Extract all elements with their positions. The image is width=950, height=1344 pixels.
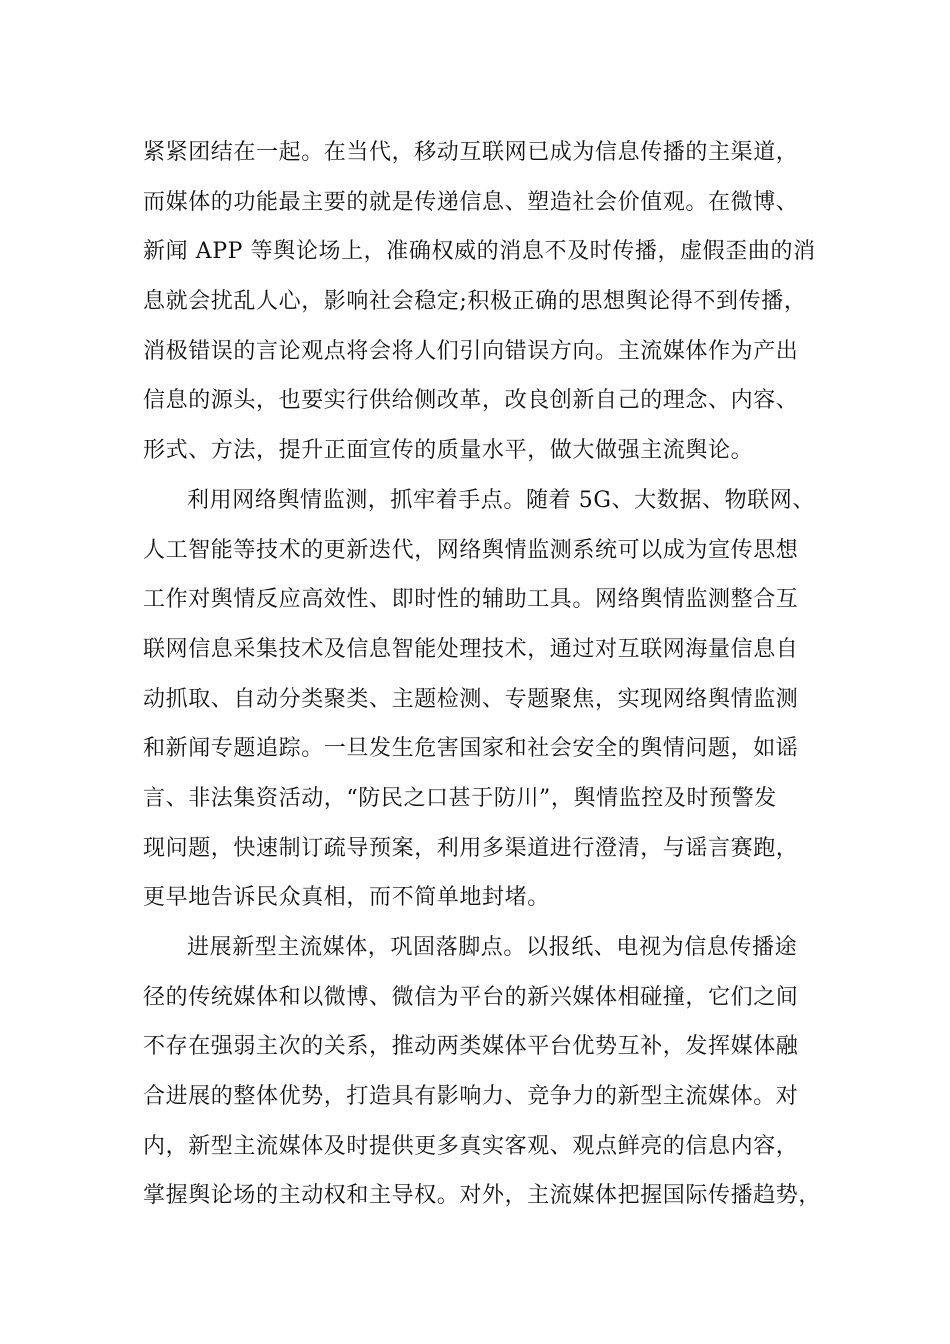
text-line: 信息的源头，也要实行供给侧改革，改良创新自己的理念、内容、 bbox=[143, 388, 799, 414]
text-line: 而媒体的功能最主要的就是传递信息、塑造社会价值观。在微博、 bbox=[143, 189, 799, 215]
text-line: 和新闻专题追踪。一旦发生危害国家和社会安全的舆情问题，如谣 bbox=[143, 736, 799, 762]
text-line: 更早地告诉民众真相，而不简单地封堵。 bbox=[143, 885, 550, 911]
text-line: 掌握舆论场的主动权和主导权。对外，主流媒体把握国际传播趋势， bbox=[143, 1183, 822, 1209]
text-line: 消极错误的言论观点将会将人们引向错误方向。主流媒体作为产出 bbox=[143, 338, 799, 364]
paragraph-first-line: 进展新型主流媒体，巩固落脚点。以报纸、电视为信息传播途 bbox=[187, 935, 798, 960]
text-line: 新闻 APP 等舆论场上，准确权威的消息不及时传播，虚假歪曲的消 bbox=[143, 239, 816, 265]
text-line: 径的传统媒体和以微博、微信为平台的新兴媒体相碰撞，它们之间 bbox=[143, 984, 799, 1010]
paragraph-first-line: 利用网络舆情监测，抓牢着手点。随着 5G、大数据、物联网、 bbox=[187, 487, 815, 513]
text-line: 现问题，快速制订疏导预案，利用多渠道进行澄清，与谣言赛跑， bbox=[143, 835, 799, 861]
text-line: 不存在强弱主次的关系，推动两类媒体平台优势互补，发挥媒体融 bbox=[143, 1034, 799, 1060]
text-line: 合进展的整体优势，打造具有影响力、竞争力的新型主流媒体。对 bbox=[143, 1084, 799, 1110]
text-line: 紧紧团结在一起。在当代，移动互联网已成为信息传播的主渠道， bbox=[143, 140, 799, 165]
text-line: 言、非法集资活动，“防民之口甚于防川”，舆情监控及时预警发 bbox=[143, 785, 777, 811]
text-line: 息就会扰乱人心，影响社会稳定;积极正确的思想舆论得不到传播， bbox=[143, 289, 807, 315]
text-line: 内，新型主流媒体及时提供更多真实客观、观点鲜亮的信息内容， bbox=[143, 1133, 799, 1159]
text-line: 工作对舆情反应高效性、即时性的辅助工具。网络舆情监测整合互 bbox=[143, 587, 799, 613]
text-line: 联网信息采集技术及信息智能处理技术，通过对互联网海量信息自 bbox=[143, 636, 799, 662]
text-line: 动抓取、自动分类聚类、主题检测、专题聚焦，实现网络舆情监测 bbox=[143, 686, 799, 712]
text-line: 人工智能等技术的更新迭代，网络舆情监测系统可以成为宣传思想 bbox=[143, 537, 799, 563]
text-line: 形式、方法，提升正面宣传的质量水平，做大做强主流舆论。 bbox=[143, 438, 754, 464]
body-text bbox=[143, 128, 827, 1221]
